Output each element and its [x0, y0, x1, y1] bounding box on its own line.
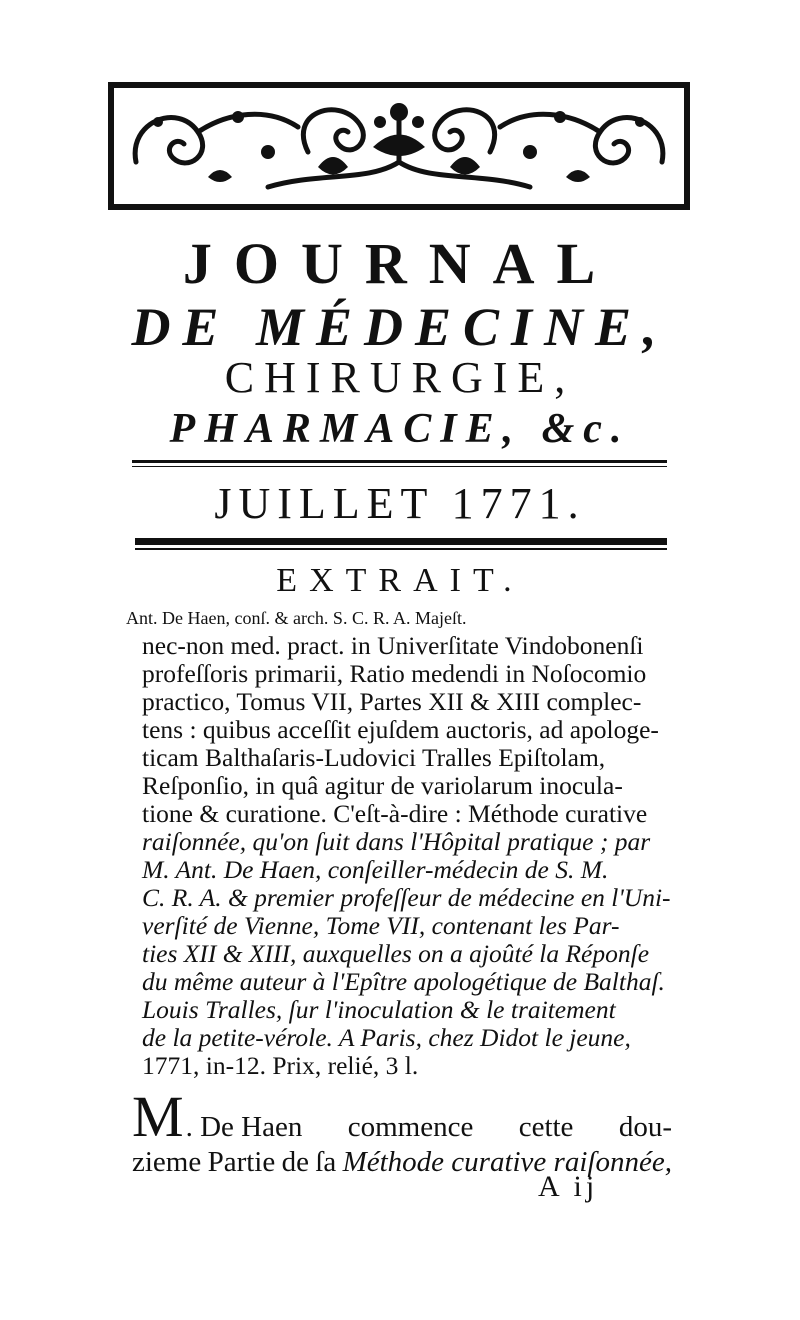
journal-title-line-1: JOURNAL	[182, 231, 618, 296]
citation-line: profeſſoris primarii, Ratio medendi in Noſocomio	[142, 659, 647, 688]
citation-line: tens : quibus acceſſit ejuſdem auctoris, ad apologe-	[142, 715, 659, 744]
citation-line: C. R. A. & premier profeſſeur de médecine en l'Uni-	[142, 883, 671, 912]
floral-ornament-icon	[118, 92, 680, 200]
citation-line: ticam Balthaſaris-Ludovici Tralles Epiſtolam,	[142, 743, 606, 772]
divider-rule	[132, 466, 667, 467]
divider-rule	[132, 460, 667, 463]
body-word: cette	[518, 1111, 574, 1143]
body-word: dou-	[618, 1111, 672, 1143]
citation-line: practico, Tomus VII, Partes XII & XIII complec-	[142, 687, 642, 716]
journal-title-line-4: PHARMACIE, &c.	[169, 406, 631, 452]
citation-line: ties XII & XIII, auxquelles on a ajoûté la Réponſe	[142, 939, 650, 968]
issue-date: JUILLET 1771.	[214, 479, 586, 528]
book-review-citation	[126, 604, 671, 1080]
citation-line: Ant. De Haen, conſ. & arch. S. C. R. A. Majeſt.	[126, 608, 467, 628]
body-word: commence	[347, 1111, 474, 1143]
body-word: zieme	[132, 1146, 202, 1178]
body-word: Partie	[207, 1146, 276, 1178]
divider-rule	[135, 548, 667, 550]
citation-line: verſité de Vienne, Tome VII, contenant les Par-	[142, 911, 620, 940]
signature-mark: A ij	[538, 1170, 599, 1203]
drop-cap: M	[132, 1084, 184, 1149]
journal-title-line-3: CHIRURGIE,	[224, 353, 576, 402]
body-text-line	[132, 1084, 672, 1149]
citation-line: M. Ant. De Haen, conſeiller-médecin de S. M.	[142, 855, 609, 884]
body-word: ſa	[315, 1146, 337, 1178]
ornamental-headpiece	[108, 82, 690, 210]
citation-line: raiſonnée, qu'on ſuit dans l'Hôpital pratique ; par	[142, 827, 651, 856]
citation-line: Louis Tralles, ſur l'inoculation & le traitement	[142, 995, 616, 1024]
citation-line: tione & curatione. C'eſt-à-dire : Méthode curative	[142, 799, 648, 828]
article-body	[132, 1084, 672, 1181]
citation-line: du même auteur à l'Epître apologétique de Balthaſ.	[142, 967, 665, 996]
citation-line: nec-non med. pract. in Univerſitate Vindobonenſi	[142, 631, 644, 660]
citation-line: 1771, in-12. Prix, relié, 3 l.	[142, 1051, 419, 1080]
divider-rule	[135, 538, 667, 545]
citation-line: de la petite-vérole. A Paris, chez Didot le jeune,	[142, 1023, 631, 1052]
body-word: de	[281, 1146, 309, 1178]
body-word: . De Haen	[185, 1111, 303, 1143]
journal-title-line-2: DE MÉDECINE,	[131, 297, 669, 357]
citation-line: Reſponſio, in quâ agitur de variolarum inocula-	[142, 771, 623, 800]
body-word: Méthode curative raiſonnée,	[342, 1146, 672, 1178]
section-heading: EXTRAIT.	[276, 562, 524, 599]
